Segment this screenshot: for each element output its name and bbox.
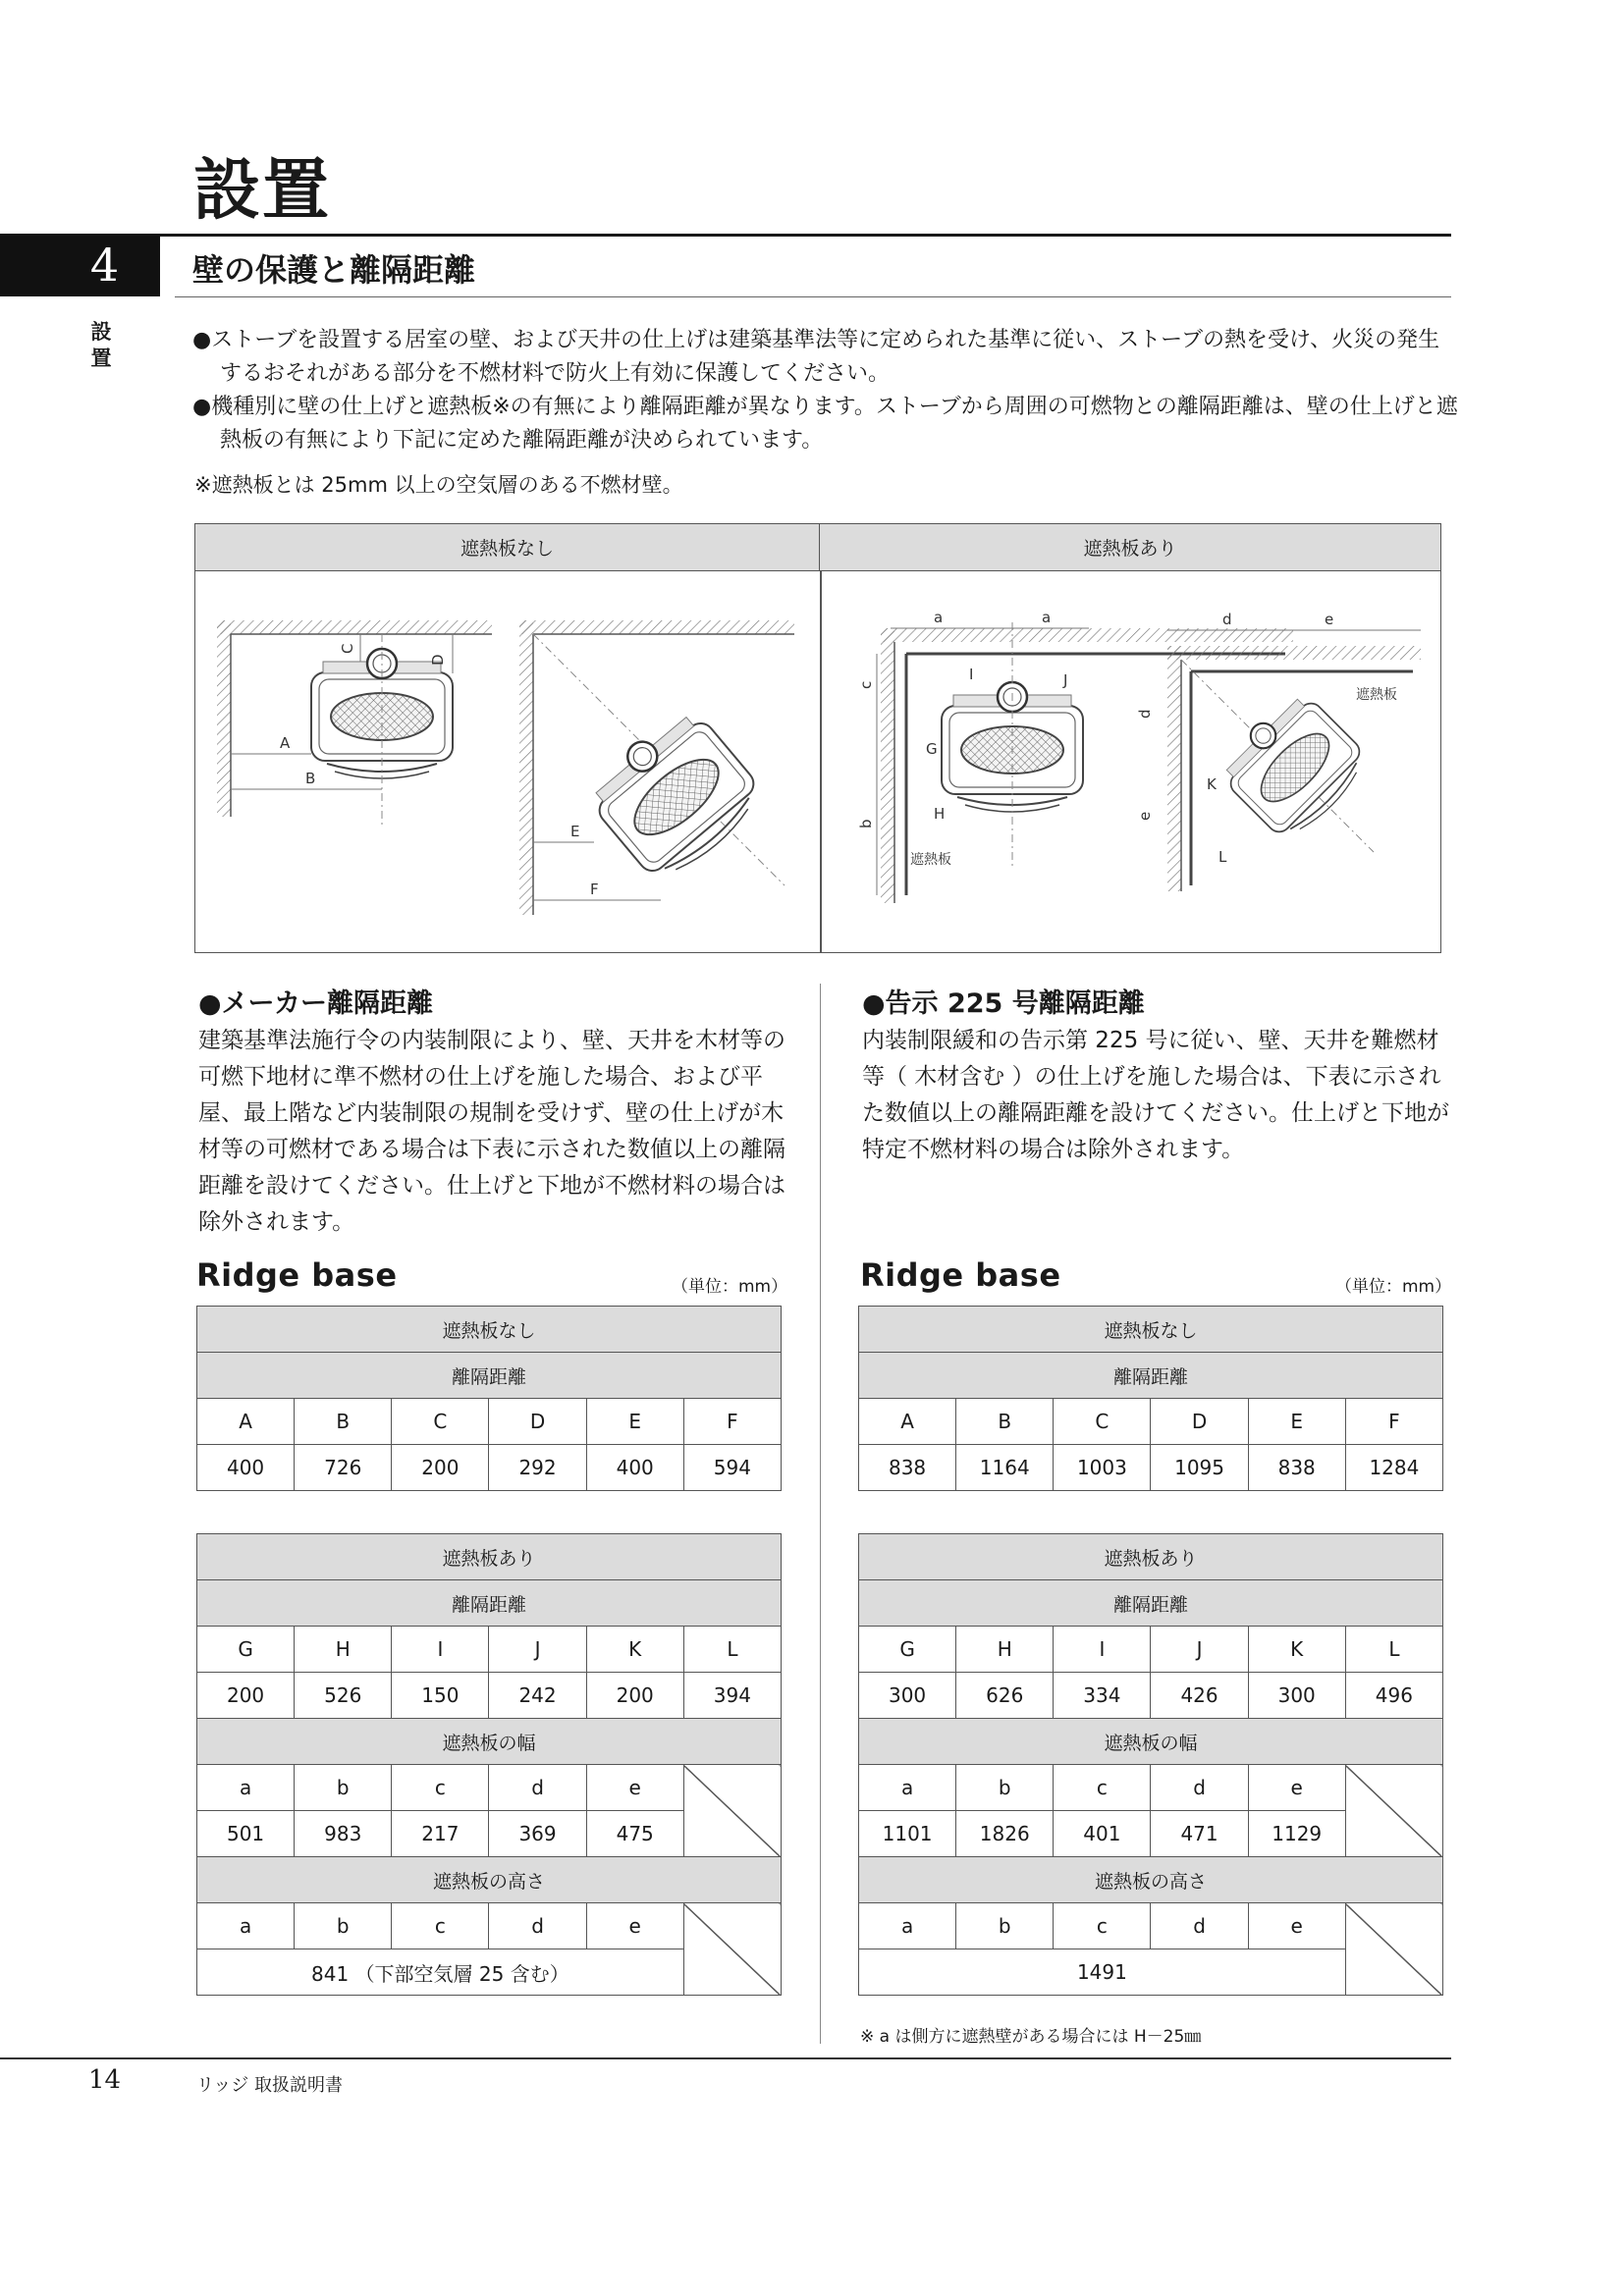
page-title: 設置 bbox=[193, 151, 332, 230]
label-C: C bbox=[339, 643, 356, 654]
footnote: ※ a は側方に遮熱壁がある場合には H－25㎜ bbox=[860, 2027, 1202, 2047]
empty-cell bbox=[1345, 1903, 1442, 1996]
section-number: 4 bbox=[0, 234, 160, 296]
hcol-e: e bbox=[1248, 1903, 1345, 1949]
wcol-e: e bbox=[1248, 1765, 1345, 1811]
column-divider bbox=[820, 984, 821, 2044]
diagram-drawing bbox=[195, 571, 1440, 952]
val-L: 394 bbox=[683, 1673, 781, 1719]
col-K: K bbox=[1248, 1627, 1345, 1673]
hcol-d: d bbox=[489, 1903, 586, 1949]
wcol-a: a bbox=[859, 1765, 956, 1811]
label-A: A bbox=[280, 734, 291, 752]
val-I: 334 bbox=[1054, 1673, 1151, 1719]
col-I: I bbox=[1054, 1627, 1151, 1673]
wcol-b: b bbox=[295, 1765, 392, 1811]
col-D: D bbox=[489, 1399, 586, 1445]
col-K: K bbox=[586, 1627, 683, 1673]
height-header: 遮熱板の高さ bbox=[197, 1857, 782, 1903]
right-heading: ●告示 225 号離隔距離 bbox=[862, 988, 1145, 1019]
clearance-diagram bbox=[194, 523, 1441, 953]
label-shield-2: 遮熱板 bbox=[1356, 687, 1397, 703]
diagram-header-with-shield: 遮熱板あり bbox=[820, 524, 1440, 571]
col-L: L bbox=[1345, 1627, 1442, 1673]
val-G: 300 bbox=[859, 1673, 956, 1719]
col-J: J bbox=[489, 1627, 586, 1673]
label-E: E bbox=[570, 823, 580, 840]
label-c: c bbox=[857, 680, 875, 689]
hcol-d: d bbox=[1151, 1903, 1248, 1949]
label-d2: d bbox=[1136, 709, 1154, 719]
col-J: J bbox=[1151, 1627, 1248, 1673]
table-subheader: 離隔距離 bbox=[859, 1580, 1443, 1627]
note: ※遮熱板とは 25mm 以上の空気層のある不燃材壁。 bbox=[194, 473, 683, 497]
right-unit: （単位：mm） bbox=[1335, 1277, 1452, 1297]
side-tab: 設置 bbox=[90, 319, 112, 370]
left-table-with-shield bbox=[196, 1533, 782, 1996]
left-heading: ●メーカー離隔距離 bbox=[198, 988, 434, 1019]
right-table-with-shield bbox=[858, 1533, 1443, 1996]
col-L: L bbox=[683, 1627, 781, 1673]
hcol-b: b bbox=[956, 1903, 1054, 1949]
val-I: 150 bbox=[392, 1673, 489, 1719]
val-A: 400 bbox=[197, 1445, 295, 1491]
table-header: 遮熱板あり bbox=[197, 1534, 782, 1580]
bullet-2: ●機種別に壁の仕上げと遮熱板※の有無により離隔距離が異なります。ストーブから周囲の可燃物との離隔距離は、壁の仕上げと遮熱板の有無により下記に定めた離隔距離が決められています。 bbox=[192, 395, 1458, 453]
label-d1: d bbox=[1222, 611, 1232, 628]
val-J: 426 bbox=[1151, 1673, 1248, 1719]
val-K: 300 bbox=[1248, 1673, 1345, 1719]
wval-a: 501 bbox=[197, 1811, 295, 1857]
left-body: 建築基準法施行令の内装制限により、壁、天井を木材等の可燃下地材に準不燃材の仕上げを施した場合、および平屋、最上階など内装制限の規制を受けず、壁の仕上げが木材等の可燃材である場合は下表に示された数値以上の離隔距離を設けてください。仕上げと下地が不燃材料の場合は除外されます。 bbox=[198, 1028, 785, 1235]
label-a2: a bbox=[1042, 609, 1052, 626]
hcol-c: c bbox=[1054, 1903, 1151, 1949]
val-F: 1284 bbox=[1345, 1445, 1442, 1491]
label-B: B bbox=[305, 770, 316, 787]
right-model-title: Ridge base bbox=[860, 1256, 1061, 1294]
wcol-d: d bbox=[1151, 1765, 1248, 1811]
val-G: 200 bbox=[197, 1673, 295, 1719]
label-H: H bbox=[934, 805, 946, 823]
diagram-1 bbox=[217, 620, 492, 827]
label-I: I bbox=[969, 666, 974, 683]
empty-cell bbox=[683, 1765, 781, 1857]
wval-b: 983 bbox=[295, 1811, 392, 1857]
label-G: G bbox=[926, 740, 938, 758]
height-value: 1491 bbox=[859, 1949, 1346, 1996]
val-J: 242 bbox=[489, 1673, 586, 1719]
width-header: 遮熱板の幅 bbox=[859, 1719, 1443, 1765]
wval-e: 475 bbox=[586, 1811, 683, 1857]
wval-e: 1129 bbox=[1248, 1811, 1345, 1857]
table-header: 遮熱板なし bbox=[859, 1307, 1443, 1353]
val-F: 594 bbox=[683, 1445, 781, 1491]
val-H: 526 bbox=[295, 1673, 392, 1719]
col-E: E bbox=[586, 1399, 683, 1445]
wcol-d: d bbox=[489, 1765, 586, 1811]
wval-c: 217 bbox=[392, 1811, 489, 1857]
val-B: 726 bbox=[295, 1445, 392, 1491]
val-E: 838 bbox=[1248, 1445, 1345, 1491]
wcol-a: a bbox=[197, 1765, 295, 1811]
section-title: 壁の保護と離隔距離 bbox=[192, 251, 476, 289]
wcol-c: c bbox=[1054, 1765, 1151, 1811]
label-e2: e bbox=[1136, 811, 1154, 821]
hcol-b: b bbox=[295, 1903, 392, 1949]
label-J: J bbox=[1063, 671, 1068, 689]
hcol-a: a bbox=[859, 1903, 956, 1949]
wval-b: 1826 bbox=[956, 1811, 1054, 1857]
hcol-e: e bbox=[586, 1903, 683, 1949]
val-L: 496 bbox=[1345, 1673, 1442, 1719]
val-C: 200 bbox=[392, 1445, 489, 1491]
col-F: F bbox=[1345, 1399, 1442, 1445]
col-B: B bbox=[295, 1399, 392, 1445]
col-C: C bbox=[392, 1399, 489, 1445]
left-model-title: Ridge base bbox=[196, 1256, 398, 1294]
label-F: F bbox=[590, 881, 599, 898]
document-name: リッジ 取扱説明書 bbox=[196, 2075, 344, 2096]
label-D: D bbox=[429, 654, 447, 666]
table-subheader: 離隔距離 bbox=[197, 1353, 782, 1399]
height-header: 遮熱板の高さ bbox=[859, 1857, 1443, 1903]
val-D: 1095 bbox=[1151, 1445, 1248, 1491]
empty-cell bbox=[683, 1903, 781, 1996]
footer-rule bbox=[0, 2057, 1451, 2059]
wcol-c: c bbox=[392, 1765, 489, 1811]
section-rule bbox=[0, 234, 1451, 237]
label-L: L bbox=[1218, 848, 1227, 866]
col-A: A bbox=[197, 1399, 295, 1445]
col-C: C bbox=[1054, 1399, 1151, 1445]
col-H: H bbox=[956, 1627, 1054, 1673]
col-I: I bbox=[392, 1627, 489, 1673]
val-K: 200 bbox=[586, 1673, 683, 1719]
label-shield-1: 遮熱板 bbox=[910, 852, 951, 868]
hcol-a: a bbox=[197, 1903, 295, 1949]
val-D: 292 bbox=[489, 1445, 586, 1491]
diagram-2 bbox=[519, 620, 794, 915]
table-header: 遮熱板なし bbox=[197, 1307, 782, 1353]
val-A: 838 bbox=[859, 1445, 956, 1491]
wval-d: 369 bbox=[489, 1811, 586, 1857]
val-E: 400 bbox=[586, 1445, 683, 1491]
label-b: b bbox=[857, 819, 875, 828]
val-B: 1164 bbox=[956, 1445, 1054, 1491]
page-number: 14 bbox=[88, 2065, 122, 2095]
label-e1: e bbox=[1325, 611, 1334, 628]
right-table-no-shield bbox=[858, 1306, 1443, 1491]
label-K: K bbox=[1207, 775, 1217, 793]
diagram-header-no-shield: 遮熱板なし bbox=[195, 524, 820, 571]
col-E: E bbox=[1248, 1399, 1345, 1445]
section-underline bbox=[175, 296, 1451, 297]
label-a1: a bbox=[934, 609, 944, 626]
val-C: 1003 bbox=[1054, 1445, 1151, 1491]
right-body: 内装制限緩和の告示第 225 号に従い、壁、天井を難燃材等（ 木材含む ）の仕上げを施した場合は、下表に示された数値以上の離隔距離を設けてください。仕上げと下地が特定不燃材料の場合は除外されます。 bbox=[862, 1028, 1449, 1162]
table-subheader: 離隔距離 bbox=[197, 1580, 782, 1627]
empty-cell bbox=[1345, 1765, 1442, 1857]
wcol-b: b bbox=[956, 1765, 1054, 1811]
hcol-c: c bbox=[392, 1903, 489, 1949]
wval-a: 1101 bbox=[859, 1811, 956, 1857]
col-H: H bbox=[295, 1627, 392, 1673]
col-B: B bbox=[956, 1399, 1054, 1445]
width-header: 遮熱板の幅 bbox=[197, 1719, 782, 1765]
col-G: G bbox=[859, 1627, 956, 1673]
col-F: F bbox=[683, 1399, 781, 1445]
val-H: 626 bbox=[956, 1673, 1054, 1719]
left-unit: （単位：mm） bbox=[672, 1277, 788, 1297]
wcol-e: e bbox=[586, 1765, 683, 1811]
bullet-1: ●ストーブを設置する居室の壁、および天井の仕上げは建築基準法等に定められた基準に従い、ストーブの熱を受け、火災の発生するおそれがある部分を不燃材料で防火上有効に保護してください。 bbox=[192, 328, 1440, 386]
table-subheader: 離隔距離 bbox=[859, 1353, 1443, 1399]
col-G: G bbox=[197, 1627, 295, 1673]
diagram-4 bbox=[1136, 611, 1421, 891]
wval-c: 401 bbox=[1054, 1811, 1151, 1857]
col-D: D bbox=[1151, 1399, 1248, 1445]
left-table-no-shield bbox=[196, 1306, 782, 1491]
height-value: 841 （下部空気層 25 含む） bbox=[197, 1949, 684, 1996]
wval-d: 471 bbox=[1151, 1811, 1248, 1857]
table-header: 遮熱板あり bbox=[859, 1534, 1443, 1580]
col-A: A bbox=[859, 1399, 956, 1445]
